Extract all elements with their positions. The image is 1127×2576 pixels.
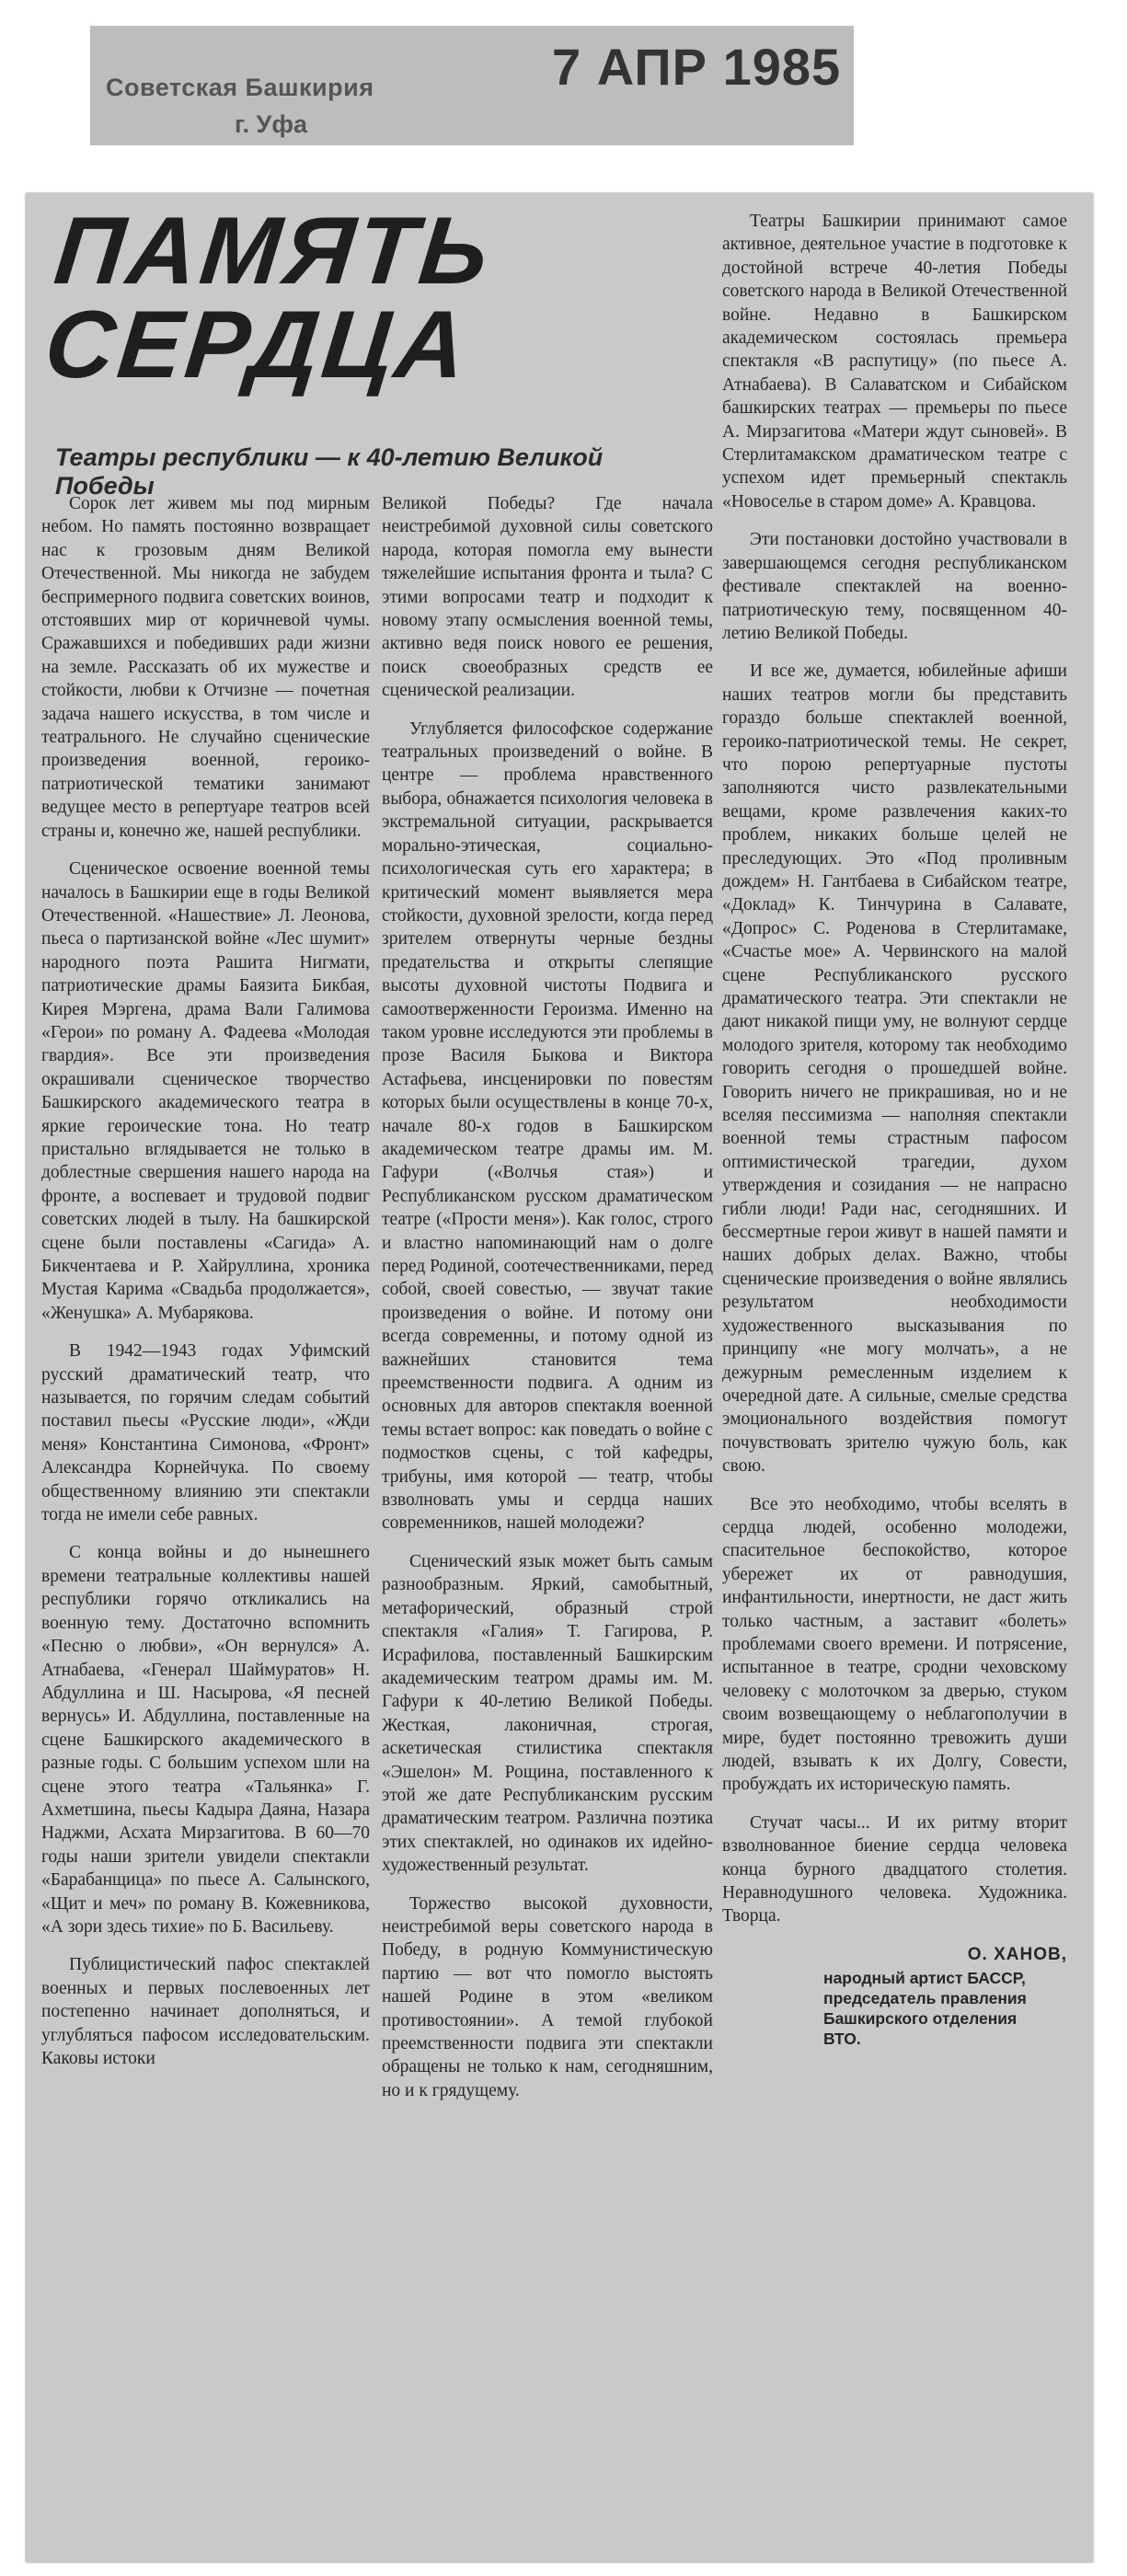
paragraph: Сорок лет живем мы под мирным небом. Но память постоянно возвращает нас к грозовым дням Великой Отечественной. Мы никогда не забудем беспримерного подвига советских воинов, отстоявших мир от коричневой чумы. Сражавшихся и победивших ради жизни на земле. Рассказать об их мужестве и стойкости, любви к Отчизне — почетная задача нашего искусства, в том числе и театрального. Не случайно сценические произведения военной, героико-патриотической тематики занимают ведущее место в репертуаре театров всей страны и, конечно же, нашей республики. <box>41 494 370 841</box>
author-title-line: Башкирского отделения <box>823 2009 1018 2029</box>
paragraph: В 1942—1943 годах Уфимский русский драматический театр, что называется, по горячим следам событий поставил пьесы «Русские люди», «Жди меня» Константина Симонова, «Фронт» Александра Корнейчука. По своему общественному влиянию эти спектакли тогда не имели себе равных. <box>41 1341 370 1525</box>
archive-stamp <box>90 26 854 145</box>
article-column-1 <box>41 492 370 2085</box>
newspaper-city: г. Уфа <box>235 110 307 138</box>
paragraph: Стучат часы... И их ритму вторит взволнованное биение сердца человека конца бурного двадцатого столетия. Неравнодушного человека. Художника. Творца. <box>722 1812 1067 1926</box>
newspaper-name: Советская Башкирия <box>106 74 374 101</box>
paragraph: Великой Победы? Где начала неистребимой духовной силы советского народа, которая помогла ему вынести тяжелейшие испытания фронта и тыла? С этими вопросами театр и подходит к новому этапу осмысления военной темы, активно ведя поиск нового ее решения, поиск своеобразных средств ее сценической реализации. <box>382 494 713 701</box>
article-subtitle: Театры республики — к 40-летию Великой Победы <box>55 443 604 500</box>
article-title <box>40 198 612 398</box>
author-title-line: народный артист БАССР, <box>823 1969 1026 1988</box>
author-name: О. ХАНОВ, <box>967 1944 1067 1964</box>
paragraph: Публицистический пафос спектаклей военных и первых послевоенных лет постепенно начинает дополняться, и углубляться пафосом исследовательским. Каковы истоки <box>41 1955 370 2068</box>
author-signature <box>722 1943 1067 2049</box>
paragraph: Сценическое освоение военной темы началось в Башкирии еще в годы Великой Отечественной. «Нашествие» Л. Леонова, пьеса о партизанской войне «Лес шумит» народного поэта Рашита Нигмати, патриотические драмы Баязита Бикбая, Кирея Мэргена, драма Вали Галимова «Герои» по роману А. Фадеева «Молодая гвардия». Все эти произведения окрашивали сценическое творчество Башкирского академического театра в яркие героические тона. Но театр пристально вглядывается не только в доблестные свершения нашего народа на фронте, а воспевает и трудовой подвиг советских людей в тылу. На башкирской сцене были поставлены «Сагида» А. Бикчентаева и Р. Хайруллина, хроника Мустая Карима «Свадьба продолжается», «Женушка» А. Мубарякова. <box>41 859 370 1323</box>
paragraph: Торжество высокой духовности, неистребимой веры советского народа в Победу, в родную Коммунистическую партию — вот что помогло выстоять нашей Родине в этом «великом противостоянии». А темой глубокой преемственности подвига эти спектакли обращены не только к нам, сегодняшним, но и к грядущему. <box>382 1893 713 2100</box>
article-column-3 <box>722 210 1067 2049</box>
author-title-line: председатель правления <box>823 1989 1027 2008</box>
paragraph: С конца войны и до нынешнего времени театральные коллективы нашей республики горячо откликались на военную тему. Достаточно вспомнить «Песню о любви», «Он вернулся» А. Атнабаева, «Генерал Шаймуратов» Н. Абдуллина и Ш. Насырова, «Я песней вернусь» И. Абдуллина, поставленные на сцене Башкирского академического в разные годы. С большим успехом шли на сцене этого театра «Тальянка» Г. Ахметшина, пьесы Кадыра Даяна, Назара Наджми, Асхата Мирзагитова. В 60—70 годы наши зрители увидели спектакли «Барабанщица» по пьесе А. Салынского, «Щит и меч» по роману В. Кожевникова, «А зори здесь тихие» по Б. Васильеву. <box>41 1543 370 1937</box>
title-line-1: ПАМЯТЬ <box>50 198 497 305</box>
publication-date: 7 АПР 1985 <box>552 38 842 96</box>
paragraph: Эти постановки достойно участвовали в завершающемся сегодня республиканском фестивале спектаклей на военно-патриотическую тему, посвященном 40-летию Великой Победы. <box>722 530 1067 643</box>
paragraph: И все же, думается, юбилейные афиши наших театров могли бы представить гораздо больше спектаклей военной, героико-патриотической темы. Не секрет, что порою репертуарные пустоты заполняются чисто развлекательными вещами, кроме развлечения каких-то проблем, никаких больше целей не преследующих. Это «Под проливным дождем» Н. Гантбаева в Сибайском театре, «Доклад» К. Тинчурина в Салавате, «Допрос» С. Роденова в Стерлитамаке, «Счастье мое» А. Червинского на малой сцене Республиканского русского драматического театра. Эти спектакли не дают никакой пищи уму, не волнуют сердце молодого зрителя, которому так необходимо говорить сегодня о прошедшей войне. Говорить ничего не прикрашивая, но и не вселяя пессимизма — наполняя спектакли военной темы страстным пафосом оптимистической трагедии, духом утверждения и созидания — не напрасно гибли люди! Ради нас, сегодняшних. И бессмертные герои живут в нашей памяти и наших добрых делах. Важно, чтобы сценические произведения о войне являлись результатом необходимости художественного высказывания по принципу «не могу молчать», а не дежурным ремесленным изделием к очередной дате. А сильные, смелые средства эмоционального воздействия помогут почувствовать зрителю чужую боль, как свою. <box>722 661 1067 1477</box>
author-title-line: ВТО. <box>823 2030 861 2049</box>
paragraph: Театры Башкирии принимают самое активное, деятельное участие в подготовке к достойной встрече 40-летия Победы советского народа в Великой Отечественной войне. Недавно в Башкирском академическом состоялась премьера спектакля «В распутицу» (по пьесе А. Атнабаева). В Салаватском и Сибайском башкирских театрах — премьеры по пьесе А. Мирзагитова «Матери ждут сыновей». В Стерлитамакском драматическом театре с успехом идет премьерный спектакль «Новоселье в старом доме» А. Кравцова. <box>722 212 1067 512</box>
article-column-2 <box>382 492 713 2117</box>
paragraph: Сценический язык может быть самым разнообразным. Яркий, самобытный, метафорический, образный строй спектакля «Галия» Т. Гагирова, Р. Исрафилова, поставленный Башкирским академическим театром драмы им. М. Гафури к 40-летию Великой Победы. Жесткая, лаконичная, строгая, аскетическая стилистика спектакля «Эшелон» М. Рощина, поставленного к этой же дате Республиканским русским драматическим театром. Различна поэтика этих спектаклей, но одинаков их идейно-художественный результат. <box>382 1551 713 1876</box>
paragraph: Все это необходимо, чтобы вселять в сердца людей, особенно молодежи, спасительное беспокойство, которое убережет их от равнодушия, инфантильности, инертности, не даст жить только частным, а заставит «болеть» проблемами своего времени. И потрясение, испытанное в театре, сродни чеховскому человеку с молоточком за дверью, стуком своим возвещающему о неблагополучии в мире, будет постоянно тревожить души людей, взывать к их Долгу, Совести, пробуждать их историческую память. <box>722 1494 1067 1795</box>
paragraph: Углубляется философское содержание театральных произведений о войне. В центре — проблема нравственного выбора, обнажается психология человека в экстремальной ситуации, раскрывается морально-этическая, социально-психологическая суть его характера; в критический момент выявляется мера стойкости, духовной зрелости, когда перед зрителем отвернуты черные бездны предательства и открыты слепящие высоты духовной чистоты Подвига и самоотверженности Героизма. Именно на таком уровне исследуются эти проблемы в прозе Василя Быкова и Виктора Астафьева, инсценировки по повестям которых были осуществлены в конце 70-х, начале 80-х годов в Башкирском академическом театре драмы им. М. Гафури («Волчья стая») и Республиканском русском драматическом театре («Прости меня»). Как голос, строго и властно напоминающий нам о долге перед Родиной, соотечественниками, перед собой, своей совестью, — звучат такие произведения о войне. И потому они всегда современны, и потому одной из важнейших становится тема преемственности подвига. А одним из основных для авторов спектакля военной темы встает вопрос: как поведать о войне с подмостков сцены, с той кафедры, трибуны, имя которой — театр, чтобы взволновать умы и сердца наших современников, нашей молодежи? <box>382 719 713 1534</box>
title-line-2: СЕРДЦА <box>40 292 475 398</box>
